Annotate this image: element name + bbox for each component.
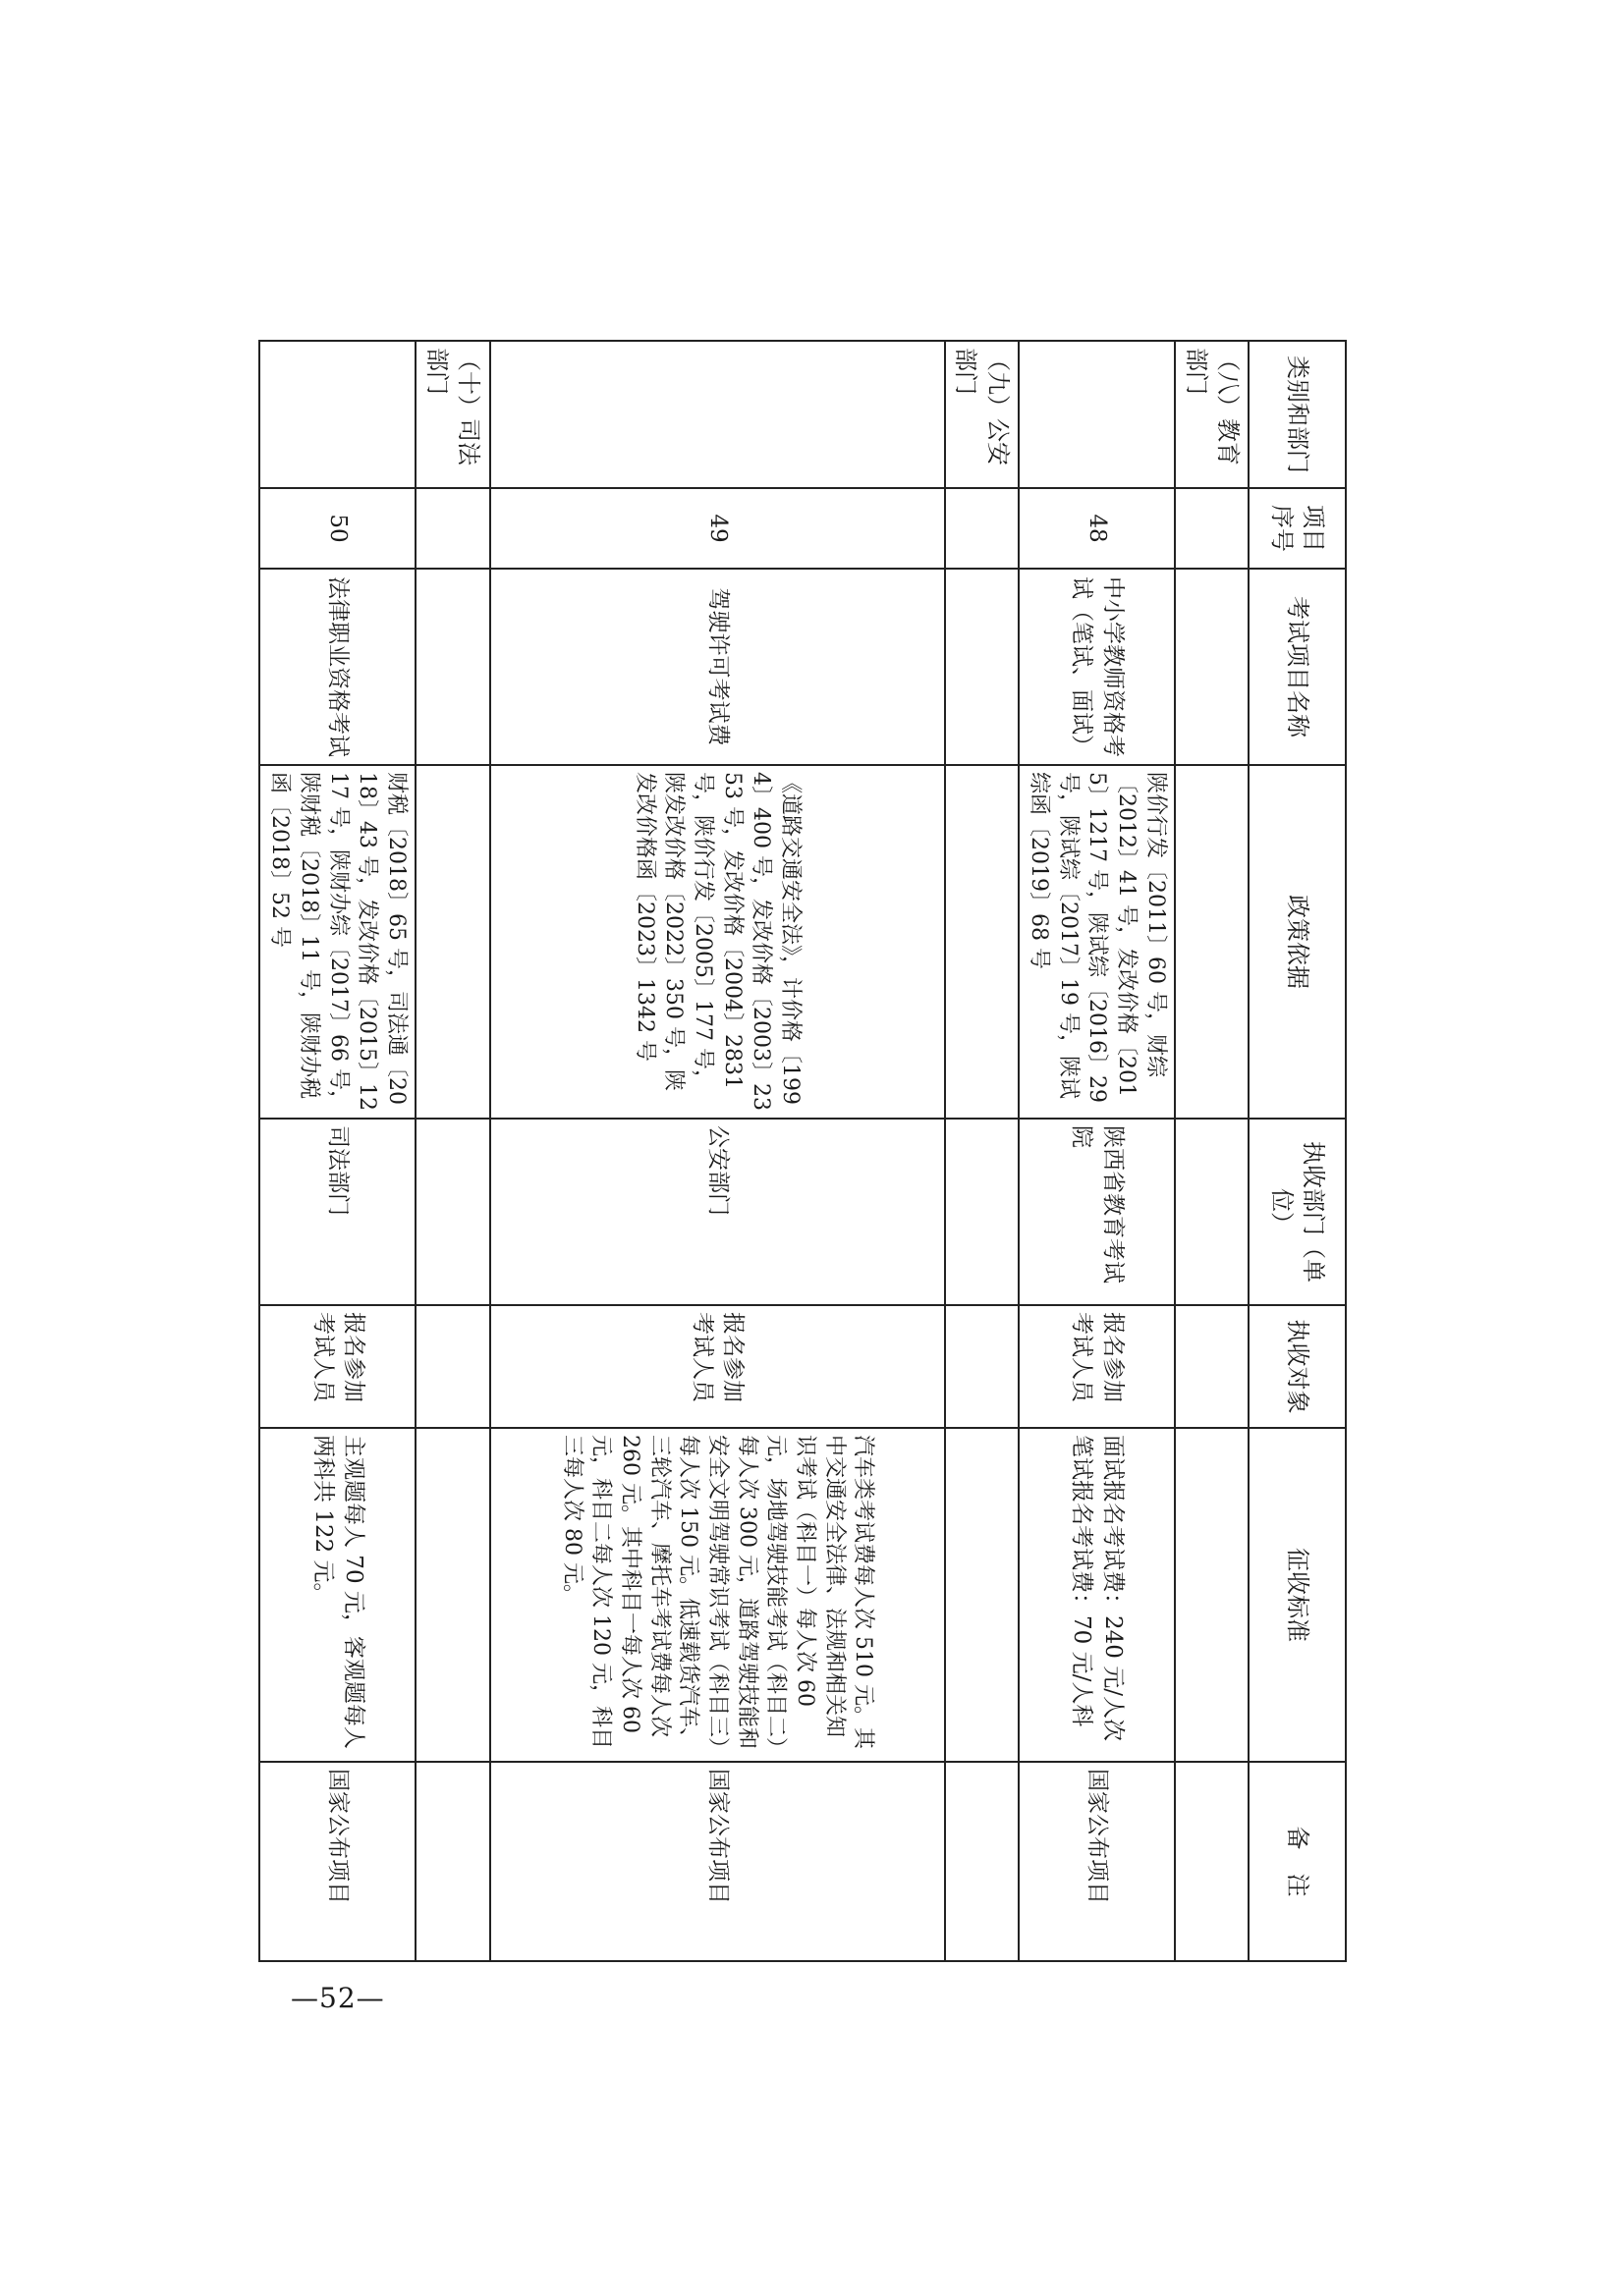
table-row [1019, 341, 1175, 1961]
category-row [1175, 341, 1249, 1961]
item-no: 49 [490, 488, 945, 569]
fee-standard: 面试报名考试费：240 元/人次 笔试报名考试费：70 元/人科 [1019, 1428, 1175, 1762]
page-number: —52— [291, 1982, 385, 2014]
fee-table-rotated [258, 340, 1347, 1960]
category-label: （十）司法部门 [416, 341, 489, 488]
category-row [945, 341, 1019, 1961]
fee-standard: 汽车类考试费每人次 510 元。其中交通安全法律、法规和相关知识考试（科目一）每人次 60 元，场地驾驶技能考试（科目二）每人次 300 元，道路驾驶技能和安全文明驾驶常识考试（科目三）每人次 150 元。低速载货汽车、三轮汽车、摩托车考试费每人次 260 元。其中科目一每人次 60 元，科目二每人次 120 元，科目三每人次 80 元。 [490, 1428, 945, 1762]
header-exam-name: 考试项目名称 [1249, 569, 1346, 765]
header-category: 类别和部门 [1249, 341, 1346, 488]
table-row [259, 341, 416, 1961]
item-no: 48 [1019, 488, 1175, 569]
remark: 国家公布项目 [259, 1762, 416, 1961]
collecting-dept: 司法部门 [259, 1119, 416, 1305]
header-policy: 政策依据 [1249, 765, 1346, 1119]
collection-target: 报名参加考试人员 [259, 1305, 416, 1428]
fee-table [258, 340, 1347, 1962]
exam-name: 驾驶许可考试费 [490, 569, 945, 765]
collecting-dept: 公安部门 [490, 1119, 945, 1305]
category-label: （九）公安部门 [945, 341, 1019, 488]
header-row [1249, 341, 1346, 1961]
collecting-dept: 陕西省教育考试院 [1019, 1119, 1175, 1305]
policy-basis: 财税〔2018〕65 号，司法通〔2018〕43 号，发改价格〔2015〕1217 号，陕财办综〔2017〕66 号，陕财税〔2018〕11 号，陕财办税函〔2018〕52 号 [259, 765, 416, 1119]
category-row [416, 341, 489, 1961]
collection-target: 报名参加考试人员 [490, 1305, 945, 1428]
collection-target: 报名参加考试人员 [1019, 1305, 1175, 1428]
category-label: （八）教育部门 [1175, 341, 1249, 488]
remark: 国家公布项目 [490, 1762, 945, 1961]
header-dept: 执收部门（单位） [1249, 1119, 1346, 1305]
header-item-no: 项目序号 [1249, 488, 1346, 569]
remark: 国家公布项目 [1019, 1762, 1175, 1961]
policy-basis: 陕价行发〔2011〕60 号，财综〔2012〕41 号，发改价格〔2015〕1217 号，陕试综〔2016〕29 号，陕试综〔2017〕19 号，陕试综函〔2019〕68 号 [1019, 765, 1175, 1119]
header-target: 执收对象 [1249, 1305, 1346, 1428]
item-no: 50 [259, 488, 416, 569]
header-standard: 征收标准 [1249, 1428, 1346, 1762]
policy-basis: 《道路交通安全法》，计价格〔1994〕400 号，发改价格〔2003〕2353 号，发改价格〔2004〕2831 号，陕价行发〔2005〕177 号，陕发改价格〔2022〕350 号，陕发改价格函〔2023〕1342 号 [490, 765, 945, 1119]
fee-standard: 主观题每人 70 元，客观题每人两科共 122 元。 [259, 1428, 416, 1762]
header-remark: 备 注 [1249, 1762, 1346, 1961]
exam-name: 法律职业资格考试 [259, 569, 416, 765]
table-row [490, 341, 945, 1961]
exam-name: 中小学教师资格考试（笔试、面试） [1019, 569, 1175, 765]
